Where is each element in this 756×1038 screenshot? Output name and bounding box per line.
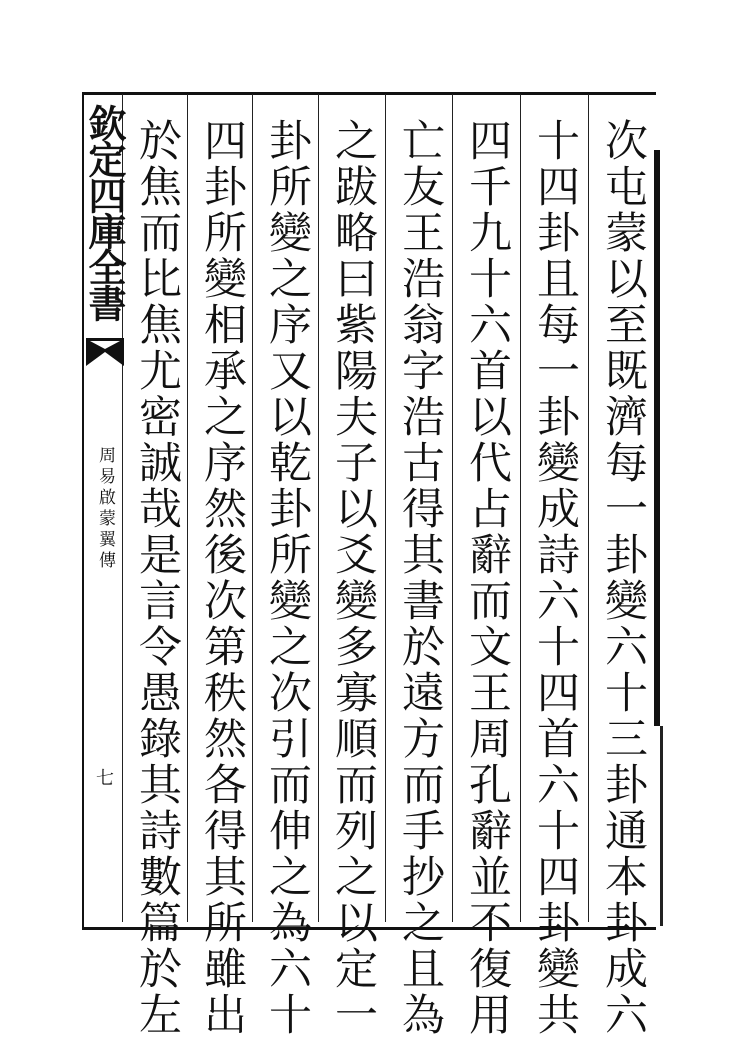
column-rule <box>318 94 319 922</box>
fish-tail-ornament <box>84 336 126 370</box>
page-number: 七 <box>96 768 114 789</box>
text-column-6: 卦所變之序又以乾卦所變之次引而伸之為六十 <box>262 118 312 1038</box>
column-rule <box>385 94 386 922</box>
text-column-5: 之跋略曰紫陽夫子以爻變多寡順而列之以定一 <box>328 118 378 1038</box>
column-rule <box>520 94 521 922</box>
collection-title: 欽定四庫全書 <box>82 104 127 320</box>
frame-spine <box>654 150 660 726</box>
text-column-1: 次屯蒙以至既濟每一卦變六十三卦通本卦成六 <box>598 118 648 1038</box>
text-column-4: 亡友王浩翁字浩古得其書於遠方而手抄之且為 <box>395 118 445 1038</box>
column-rule <box>588 94 589 922</box>
book-title: 周易啟蒙翼傳 <box>95 446 115 572</box>
text-column-7: 四卦所變相承之序然後次第秩然各得其所雖出 <box>197 118 247 1038</box>
text-column-8: 於焦而比焦尤密誠哉是言令愚錄其詩數篇於左 <box>132 118 182 1038</box>
frame-spine-lower <box>660 726 663 926</box>
text-column-2: 十四卦且每一卦變成詩六十四首六十四卦變共 <box>530 118 580 1038</box>
column-rule <box>452 94 453 922</box>
text-column-3: 四千九十六首以代占辭而文王周孔辭並不復用 <box>462 118 512 1038</box>
